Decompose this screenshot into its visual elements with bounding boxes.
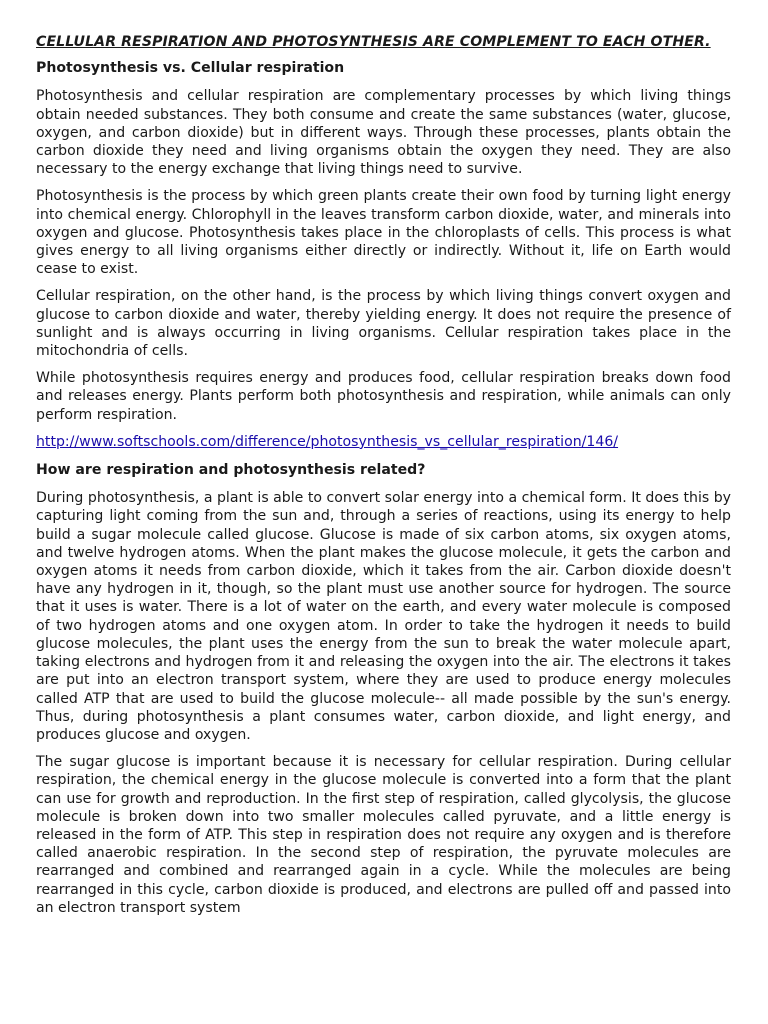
source-link[interactable]: http://www.softschools.com/difference/photosynthesis_vs_cellular_respiration/146/	[36, 433, 619, 450]
document-title: CELLULAR RESPIRATION AND PHOTOSYNTHESIS ARE COMPLEMENT TO EACH OTHER.	[36, 34, 711, 50]
section2-heading: How are respiration and photosynthesis related?	[36, 462, 426, 479]
section2-paragraph-1: During photosynthesis, a plant is able to convert solar energy into a chemical form. It does this by capturing light coming from the sun and, through a series of reactions, using its energy to help build a sugar molecule called glucose. Glucose is made of six carbon atoms, six oxygen atoms, and twelve hydrogen atoms. When the plant makes the glucose molecule, it gets the carbon and oxygen atoms it needs from carbon dioxide, which it takes from the air. Carbon dioxide doesn't have any hydrogen in it, though, so the plant must use another source for hydrogen. The source that it uses is water. There is a lot of water on the earth, and every water molecule is composed of two hydrogen atoms and one oxygen atom. In order to take the hydrogen it needs to build glucose molecules, the plant uses the energy from the sun to break the water molecule apart, taking electrons and hydrogen from it and releasing the oxygen into the air. The electrons it takes are put into an electron transport system, where they are used to produce energy molecules called ATP that are used to build the glucose molecule-- all made possible by the sun's energy. Thus, during photosynthesis a plant consumes water, carbon dioxide, and light energy, and produces glucose and oxygen.	[36, 490, 731, 743]
section1-heading: Photosynthesis vs. Cellular respiration	[36, 60, 345, 77]
section2-paragraph-2: The sugar glucose is important because it is necessary for cellular respiration. During cellular respiration, the chemical energy in the glucose molecule is converted into a form that the plant can use for growth and reproduction. In the first step of respiration, called glycolysis, the glucose molecule is broken down into two smaller molecules called pyruvate, and a little energy is released in the form of ATP. This step in respiration does not require any oxygen and is therefore called anaerobic respiration. In the second step of respiration, the pyruvate molecules are rearranged and combined and rearranged again in a cycle. While the molecules are being rearranged in this cycle, carbon dioxide is produced, and electrons are pulled off and passed into an electron transport system	[36, 754, 731, 916]
section1-paragraph-1: Photosynthesis and cellular respiration are complementary processes by which living things obtain needed substances. They both consume and create the same substances (water, glucose, oxygen, and carbon dioxide) but in different ways. Through these processes, plants obtain the carbon dioxide they need and living organisms obtain the oxygen they need. They are also necessary to the energy exchange that living things need to survive.	[36, 88, 731, 178]
section1-paragraph-2: Photosynthesis is the process by which green plants create their own food by turning light energy into chemical energy. Chlorophyll in the leaves transform carbon dioxide, water, and minerals into oxygen and glucose. Photosynthesis takes place in the chloroplasts of cells. This process is what gives energy to all living organisms either directly or indirectly. Without it, life on Earth would cease to exist.	[36, 188, 731, 278]
section1-paragraph-4: While photosynthesis requires energy and produces food, cellular respiration breaks down food and releases energy. Plants perform both photosynthesis and respiration, while animals can only perform respiration.	[36, 370, 731, 423]
document-page	[36, 33, 731, 926]
section1-paragraph-3: Cellular respiration, on the other hand, is the process by which living things convert oxygen and glucose to carbon dioxide and water, thereby yielding energy. It does not require the presence of sunlight and is always occurring in living organisms. Cellular respiration takes place in the mitochondria of cells.	[36, 288, 731, 360]
